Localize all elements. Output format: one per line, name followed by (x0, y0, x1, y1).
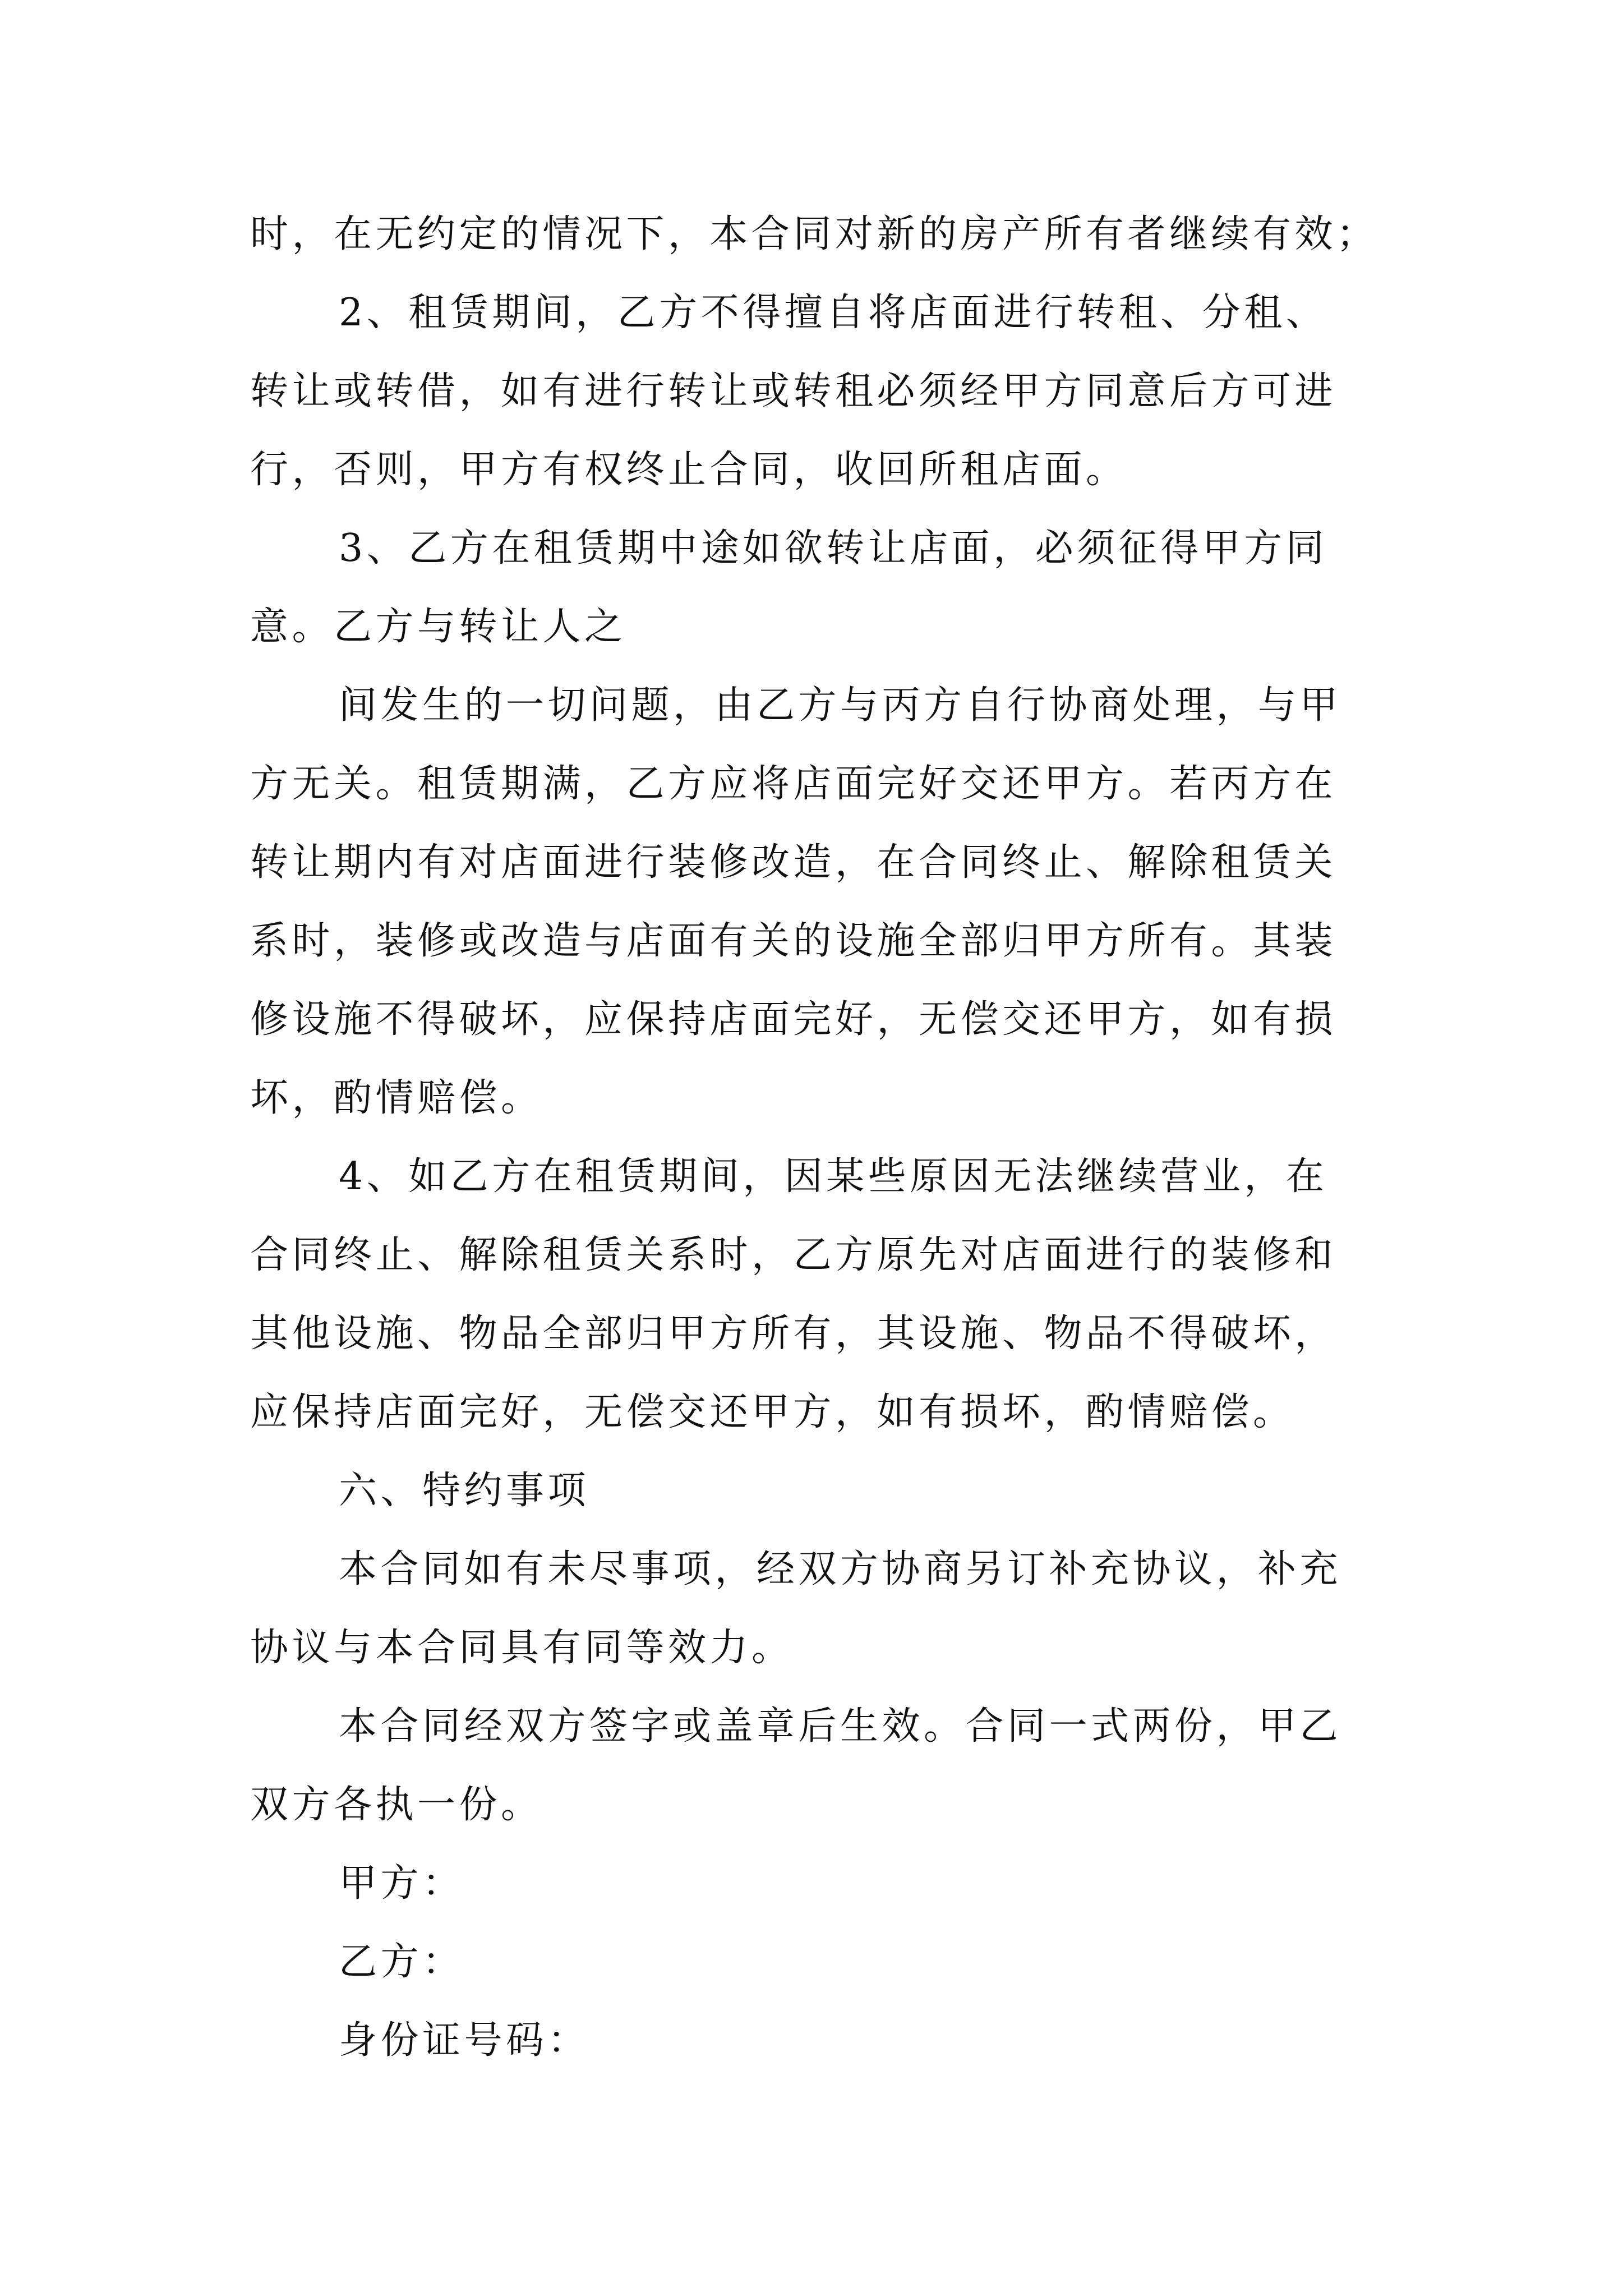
text-line: 转让期内有对店面进行装修改造，在合同终止、解除租赁关 (250, 840, 1337, 885)
text-line: 应保持店面完好，无偿交还甲方，如有损坏，酌情赔偿。 (250, 1390, 1295, 1434)
text-line: 间发生的一切问题，由乙方与丙方自行协商处理，与甲 (339, 683, 1342, 728)
text-line: 时，在无约定的情况下，本合同对新的房产所有者继续有效； (250, 212, 1378, 256)
text-line: 3、乙方在租赁期中途如欲转让店面，必须征得甲方同 (339, 526, 1328, 570)
id-number-label: 身份证号码： (339, 2018, 590, 2063)
text-line: 修设施不得破坏，应保持店面完好，无偿交还甲方，如有损 (250, 997, 1337, 1042)
text-line: 合同终止、解除租赁关系时，乙方原先对店面进行的装修和 (250, 1233, 1337, 1277)
text-line: 2、租赁期间，乙方不得擅自将店面进行转租、分租、 (339, 291, 1328, 335)
party-a-label: 甲方： (339, 1861, 464, 1906)
text-line: 其他设施、物品全部归甲方所有，其设施、物品不得破坏， (250, 1312, 1337, 1356)
text-line: 行，否则，甲方有权终止合同，收回所租店面。 (250, 448, 1128, 492)
text-line: 坏，酌情赔偿。 (250, 1076, 543, 1120)
text-line: 意。乙方与转让人之 (250, 605, 626, 649)
section-heading: 六、特约事项 (339, 1469, 590, 1513)
text-line: 4、如乙方在租赁期间，因某些原因无法继续营业，在 (339, 1154, 1328, 1199)
text-line: 本合同如有未尽事项，经双方协商另订补充协议，补充 (339, 1547, 1342, 1591)
text-line: 转让或转借，如有进行转让或转租必须经甲方同意后方可进 (250, 369, 1337, 413)
text-line: 本合同经双方签字或盖章后生效。合同一式两份，甲乙 (339, 1704, 1342, 1749)
text-line: 系时，装修或改造与店面有关的设施全部归甲方所有。其装 (250, 919, 1337, 963)
text-line: 协议与本合同具有同等效力。 (250, 1626, 794, 1670)
text-line: 方无关。租赁期满，乙方应将店面完好交还甲方。若丙方在 (250, 762, 1337, 806)
text-line: 双方各执一份。 (250, 1783, 543, 1827)
party-b-label: 乙方： (339, 1940, 464, 1984)
